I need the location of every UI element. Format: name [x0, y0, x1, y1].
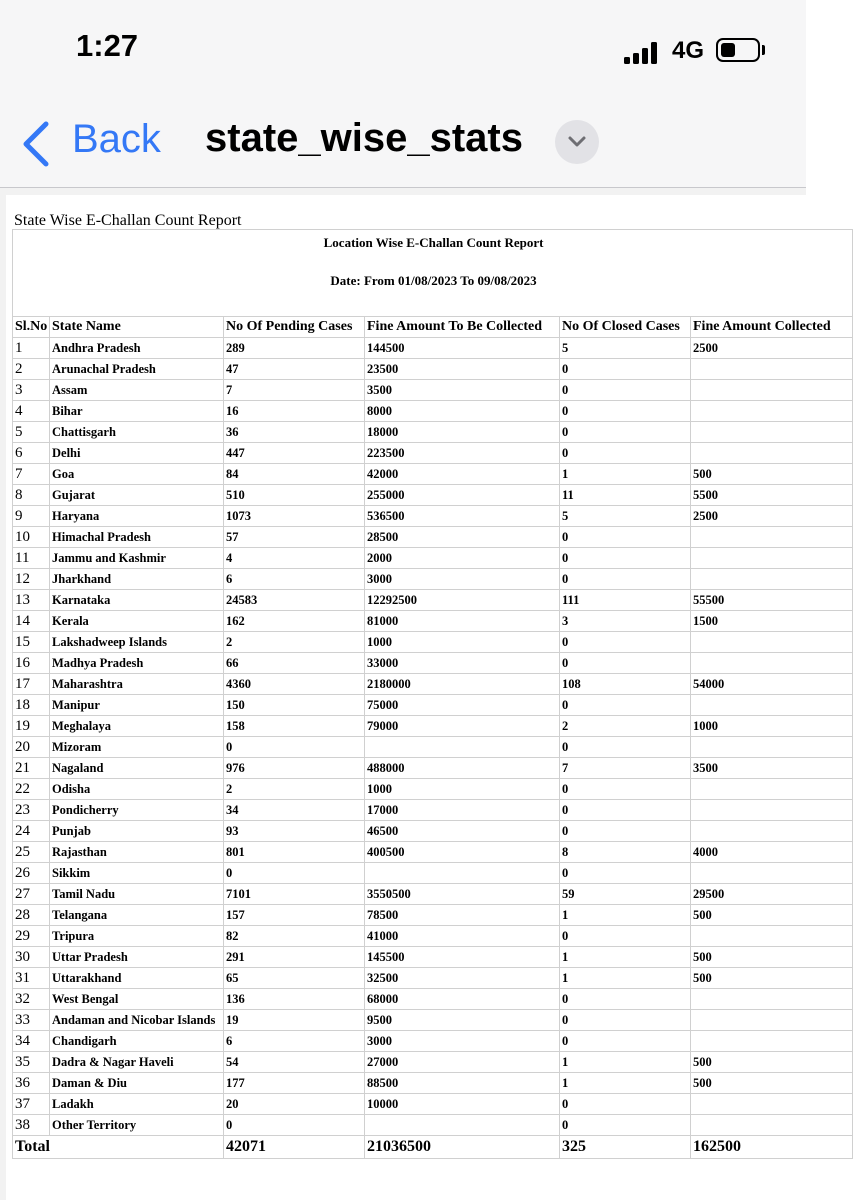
table-row — [13, 569, 853, 590]
table-cell: 2 — [224, 779, 365, 800]
table-cell — [691, 401, 853, 422]
table-cell: 3500 — [691, 758, 853, 779]
table-cell: 47 — [224, 359, 365, 380]
table-row — [13, 380, 853, 401]
status-bar — [0, 0, 806, 100]
report-heading: State Wise E-Challan Count Report — [14, 212, 242, 229]
table-cell: Manipur — [50, 695, 224, 716]
table-cell — [691, 800, 853, 821]
table-row — [13, 1094, 853, 1115]
table-cell: 0 — [560, 1010, 691, 1031]
table-cell: 20 — [224, 1094, 365, 1115]
table-cell: Mizoram — [50, 737, 224, 758]
table-cell: 8 — [13, 485, 50, 506]
table-cell: 84 — [224, 464, 365, 485]
table-cell: 11 — [560, 485, 691, 506]
table-cell: 2500 — [691, 506, 853, 527]
table-cell: 28500 — [365, 527, 560, 548]
table-cell: 0 — [560, 800, 691, 821]
table-cell: 6 — [224, 569, 365, 590]
table-row — [13, 653, 853, 674]
document-page — [6, 195, 831, 1200]
column-header: Sl.No — [13, 317, 50, 338]
table-cell: 536500 — [365, 506, 560, 527]
table-cell: 16 — [13, 653, 50, 674]
table-row — [13, 947, 853, 968]
total-cell: 162500 — [691, 1136, 853, 1159]
table-cell: 29500 — [691, 884, 853, 905]
table-row — [13, 779, 853, 800]
table-cell: 4 — [224, 548, 365, 569]
table-cell: 1000 — [365, 779, 560, 800]
table-cell: 1000 — [365, 632, 560, 653]
table-row — [13, 842, 853, 863]
table-cell: 0 — [560, 863, 691, 884]
table-cell: Delhi — [50, 443, 224, 464]
table-cell: Kerala — [50, 611, 224, 632]
table-cell: 38 — [13, 1115, 50, 1136]
table-cell: 82 — [224, 926, 365, 947]
table-cell: 2000 — [365, 548, 560, 569]
table-row — [13, 821, 853, 842]
table-row — [13, 401, 853, 422]
table-cell: 0 — [560, 422, 691, 443]
table-cell: Bihar — [50, 401, 224, 422]
table-cell: 1 — [560, 905, 691, 926]
table-cell: 22 — [13, 779, 50, 800]
table-cell: 0 — [560, 989, 691, 1010]
table-cell: 0 — [560, 821, 691, 842]
table-cell: 13 — [13, 590, 50, 611]
table-cell: 1 — [560, 968, 691, 989]
table-cell: 2 — [560, 716, 691, 737]
network-type: 4G — [672, 37, 705, 64]
table-row — [13, 989, 853, 1010]
column-header: No Of Closed Cases — [560, 317, 691, 338]
table-cell: Pondicherry — [50, 800, 224, 821]
table-cell: 93 — [224, 821, 365, 842]
table-cell: 3500 — [365, 380, 560, 401]
table-cell: Karnataka — [50, 590, 224, 611]
table-cell: 223500 — [365, 443, 560, 464]
total-cell: Total — [13, 1136, 224, 1159]
table-row — [13, 590, 853, 611]
table-cell: 41000 — [365, 926, 560, 947]
table-cell: 26 — [13, 863, 50, 884]
table-cell: 32 — [13, 989, 50, 1010]
table-cell — [691, 989, 853, 1010]
table-cell: 177 — [224, 1073, 365, 1094]
table-cell: 36 — [13, 1073, 50, 1094]
table-cell: 11 — [13, 548, 50, 569]
table-cell: 3 — [13, 380, 50, 401]
table-cell: 10000 — [365, 1094, 560, 1115]
table-cell: Daman & Diu — [50, 1073, 224, 1094]
table-cell: 23 — [13, 800, 50, 821]
table-cell — [691, 359, 853, 380]
table-cell: 33000 — [365, 653, 560, 674]
total-cell: 21036500 — [365, 1136, 560, 1159]
table-cell: 0 — [560, 380, 691, 401]
table-cell: 2 — [224, 632, 365, 653]
table-cell: Himachal Pradesh — [50, 527, 224, 548]
table-cell — [691, 1031, 853, 1052]
table-row — [13, 1010, 853, 1031]
table-cell: Meghalaya — [50, 716, 224, 737]
table-cell: 55500 — [691, 590, 853, 611]
table-cell: 0 — [560, 779, 691, 800]
table-cell: 1 — [13, 338, 50, 359]
table-cell: 5500 — [691, 485, 853, 506]
table-row — [13, 338, 853, 359]
table-cell: 65 — [224, 968, 365, 989]
table-cell: 510 — [224, 485, 365, 506]
table-cell — [691, 632, 853, 653]
table-cell: 976 — [224, 758, 365, 779]
table-cell — [691, 1115, 853, 1136]
table-cell: 3000 — [365, 1031, 560, 1052]
table-row — [13, 905, 853, 926]
table-cell: 15 — [13, 632, 50, 653]
table-row — [13, 884, 853, 905]
table-cell: 27000 — [365, 1052, 560, 1073]
table-cell: 801 — [224, 842, 365, 863]
table-cell: 5 — [13, 422, 50, 443]
table-row — [13, 632, 853, 653]
table-cell: 19 — [13, 716, 50, 737]
cellular-signal-icon — [624, 40, 660, 64]
table-cell: 66 — [224, 653, 365, 674]
table-row — [13, 359, 853, 380]
table-cell: 0 — [224, 863, 365, 884]
table-cell: Uttar Pradesh — [50, 947, 224, 968]
table-cell: 500 — [691, 947, 853, 968]
table-cell: 0 — [560, 401, 691, 422]
chevron-down-icon — [567, 135, 587, 149]
table-row — [13, 464, 853, 485]
table-cell: 0 — [560, 548, 691, 569]
battery-icon — [716, 38, 760, 62]
table-cell: 158 — [224, 716, 365, 737]
table-cell: 10 — [13, 527, 50, 548]
table-cell: 0 — [560, 737, 691, 758]
table-cell: 33 — [13, 1010, 50, 1031]
table-cell: 1073 — [224, 506, 365, 527]
table-cell: 0 — [560, 1115, 691, 1136]
column-header: No Of Pending Cases — [224, 317, 365, 338]
table-cell: Sikkim — [50, 863, 224, 884]
table-cell: 78500 — [365, 905, 560, 926]
table-cell: 5 — [560, 338, 691, 359]
table-cell: 34 — [13, 1031, 50, 1052]
table-cell — [691, 737, 853, 758]
table-cell: 59 — [560, 884, 691, 905]
table-cell: Andhra Pradesh — [50, 338, 224, 359]
total-cell: 42071 — [224, 1136, 365, 1159]
table-cell: 488000 — [365, 758, 560, 779]
chevron-left-icon[interactable] — [20, 120, 52, 168]
table-cell: 500 — [691, 968, 853, 989]
table-cell: 2 — [13, 359, 50, 380]
table-cell: Telangana — [50, 905, 224, 926]
table-cell: 6 — [13, 443, 50, 464]
table-row — [13, 737, 853, 758]
table-cell — [691, 926, 853, 947]
table-cell: 1000 — [691, 716, 853, 737]
table-cell: Tripura — [50, 926, 224, 947]
table-cell: 7 — [560, 758, 691, 779]
column-header: Fine Amount Collected — [691, 317, 853, 338]
table-cell: 68000 — [365, 989, 560, 1010]
table-cell: Assam — [50, 380, 224, 401]
table-row — [13, 1031, 853, 1052]
table-cell: 3000 — [365, 569, 560, 590]
table-cell: 75000 — [365, 695, 560, 716]
table-cell: 32500 — [365, 968, 560, 989]
table-cell: 25 — [13, 842, 50, 863]
table-cell: 29 — [13, 926, 50, 947]
table-cell: 46500 — [365, 821, 560, 842]
table-cell: 31 — [13, 968, 50, 989]
table-cell — [691, 695, 853, 716]
table-cell: 0 — [560, 569, 691, 590]
table-cell: Other Territory — [50, 1115, 224, 1136]
table-cell: Madhya Pradesh — [50, 653, 224, 674]
table-row — [13, 674, 853, 695]
table-cell: 2180000 — [365, 674, 560, 695]
table-cell: 1 — [560, 464, 691, 485]
table-cell: Odisha — [50, 779, 224, 800]
table-cell: 136 — [224, 989, 365, 1010]
table-cell: 12292500 — [365, 590, 560, 611]
table-cell: 0 — [560, 1094, 691, 1115]
table-cell — [691, 653, 853, 674]
table-cell: 2500 — [691, 338, 853, 359]
table-cell: 28 — [13, 905, 50, 926]
table-cell: 500 — [691, 464, 853, 485]
table-cell — [691, 863, 853, 884]
table-cell: 255000 — [365, 485, 560, 506]
status-time: 1:27 — [76, 28, 139, 63]
table-cell — [691, 779, 853, 800]
page-title[interactable]: state_wise_stats — [205, 116, 523, 160]
table-cell: 9500 — [365, 1010, 560, 1031]
table-cell: 57 — [224, 527, 365, 548]
table-cell: 9 — [13, 506, 50, 527]
table-cell: 24583 — [224, 590, 365, 611]
table-cell: 54 — [224, 1052, 365, 1073]
table-cell: Punjab — [50, 821, 224, 842]
table-cell: Gujarat — [50, 485, 224, 506]
table-cell — [691, 569, 853, 590]
table-cell: Rajasthan — [50, 842, 224, 863]
table-row — [13, 611, 853, 632]
table-cell: 1 — [560, 947, 691, 968]
table-cell: 157 — [224, 905, 365, 926]
table-cell: 291 — [224, 947, 365, 968]
table-cell: 4360 — [224, 674, 365, 695]
table-cell — [691, 527, 853, 548]
table-cell: Nagaland — [50, 758, 224, 779]
table-row — [13, 968, 853, 989]
table-cell: 7 — [13, 464, 50, 485]
table-cell: 16 — [224, 401, 365, 422]
table-cell: 18 — [13, 695, 50, 716]
table-row — [13, 485, 853, 506]
table-row — [13, 716, 853, 737]
table-cell: 0 — [560, 359, 691, 380]
table-cell: 8000 — [365, 401, 560, 422]
table-cell: 21 — [13, 758, 50, 779]
table-cell: 81000 — [365, 611, 560, 632]
table-row — [13, 506, 853, 527]
battery-tip — [762, 45, 765, 55]
table-cell: 289 — [224, 338, 365, 359]
table-row — [13, 548, 853, 569]
table-cell: 108 — [560, 674, 691, 695]
table-cell — [691, 443, 853, 464]
table-cell: 34 — [224, 800, 365, 821]
back-button[interactable]: Back — [72, 117, 161, 161]
table-cell: 144500 — [365, 338, 560, 359]
table-cell: Haryana — [50, 506, 224, 527]
column-header-row — [13, 317, 853, 338]
table-cell: 0 — [224, 737, 365, 758]
table-cell: 1 — [560, 1073, 691, 1094]
table-cell: 3 — [560, 611, 691, 632]
table-cell: Maharashtra — [50, 674, 224, 695]
table-row — [13, 758, 853, 779]
table-cell: 500 — [691, 1073, 853, 1094]
table-cell: Arunachal Pradesh — [50, 359, 224, 380]
table-cell: 0 — [560, 926, 691, 947]
table-cell: 7101 — [224, 884, 365, 905]
table-cell — [691, 821, 853, 842]
table-cell: Uttarakhand — [50, 968, 224, 989]
table-cell: 18000 — [365, 422, 560, 443]
table-cell: 0 — [560, 695, 691, 716]
navigation-bar — [0, 100, 806, 188]
table-cell: 54000 — [691, 674, 853, 695]
table-cell: 0 — [560, 653, 691, 674]
table-cell: 8 — [560, 842, 691, 863]
table-cell: 1 — [560, 1052, 691, 1073]
table-row — [13, 422, 853, 443]
table-cell: 0 — [560, 527, 691, 548]
table-cell: 500 — [691, 905, 853, 926]
column-header: Fine Amount To Be Collected — [365, 317, 560, 338]
table-row — [13, 527, 853, 548]
table-cell: 162 — [224, 611, 365, 632]
table-row — [13, 863, 853, 884]
table-cell: 36 — [224, 422, 365, 443]
table-cell: Jammu and Kashmir — [50, 548, 224, 569]
table-cell — [691, 1094, 853, 1115]
table-cell — [691, 548, 853, 569]
table-cell: 37 — [13, 1094, 50, 1115]
report-header-row — [13, 230, 853, 317]
table-cell: 42000 — [365, 464, 560, 485]
report-date-range: Date: From 01/08/2023 To 09/08/2023 — [330, 273, 537, 288]
table-cell: 7 — [224, 380, 365, 401]
table-cell: 88500 — [365, 1073, 560, 1094]
table-cell: 3550500 — [365, 884, 560, 905]
table-cell: 0 — [560, 443, 691, 464]
report-title: Location Wise E-Challan Count Report — [323, 235, 544, 250]
table-cell: Tamil Nadu — [50, 884, 224, 905]
total-row — [13, 1136, 853, 1159]
table-cell: Dadra & Nagar Haveli — [50, 1052, 224, 1073]
table-cell: 35 — [13, 1052, 50, 1073]
table-row — [13, 443, 853, 464]
table-cell: 400500 — [365, 842, 560, 863]
table-cell: 447 — [224, 443, 365, 464]
column-header: State Name — [50, 317, 224, 338]
table-cell: West Bengal — [50, 989, 224, 1010]
table-cell: Jharkhand — [50, 569, 224, 590]
table-cell: 17 — [13, 674, 50, 695]
table-cell: 1500 — [691, 611, 853, 632]
table-cell: 27 — [13, 884, 50, 905]
table-cell — [365, 737, 560, 758]
table-cell: 0 — [224, 1115, 365, 1136]
table-row — [13, 1115, 853, 1136]
table-cell — [365, 1115, 560, 1136]
table-cell: Goa — [50, 464, 224, 485]
table-cell: 5 — [560, 506, 691, 527]
table-cell: 500 — [691, 1052, 853, 1073]
table-row — [13, 1052, 853, 1073]
table-cell: Andaman and Nicobar Islands — [50, 1010, 224, 1031]
table-cell: Lakshadweep Islands — [50, 632, 224, 653]
table-row — [13, 1073, 853, 1094]
table-cell: 79000 — [365, 716, 560, 737]
table-cell: 12 — [13, 569, 50, 590]
table-cell — [365, 863, 560, 884]
table-row — [13, 695, 853, 716]
table-cell: 145500 — [365, 947, 560, 968]
table-cell — [691, 422, 853, 443]
table-cell: 30 — [13, 947, 50, 968]
table-cell: Chandigarh — [50, 1031, 224, 1052]
table-cell: 150 — [224, 695, 365, 716]
table-cell: Chattisgarh — [50, 422, 224, 443]
title-menu-button[interactable] — [555, 120, 599, 164]
table-cell — [691, 380, 853, 401]
table-cell: 0 — [560, 632, 691, 653]
table-cell: 6 — [224, 1031, 365, 1052]
table-cell: 19 — [224, 1010, 365, 1031]
table-cell: 111 — [560, 590, 691, 611]
table-cell: 20 — [13, 737, 50, 758]
table-cell: 17000 — [365, 800, 560, 821]
table-row — [13, 800, 853, 821]
table-cell: 4000 — [691, 842, 853, 863]
table-cell — [691, 1010, 853, 1031]
table-cell: 0 — [560, 1031, 691, 1052]
report-table — [12, 229, 853, 1159]
document-viewer[interactable] — [0, 188, 831, 1200]
report-header — [13, 230, 853, 317]
total-cell: 325 — [560, 1136, 691, 1159]
table-cell: Ladakh — [50, 1094, 224, 1115]
table-cell: 4 — [13, 401, 50, 422]
table-cell: 23500 — [365, 359, 560, 380]
table-cell: 14 — [13, 611, 50, 632]
table-cell: 24 — [13, 821, 50, 842]
table-row — [13, 926, 853, 947]
